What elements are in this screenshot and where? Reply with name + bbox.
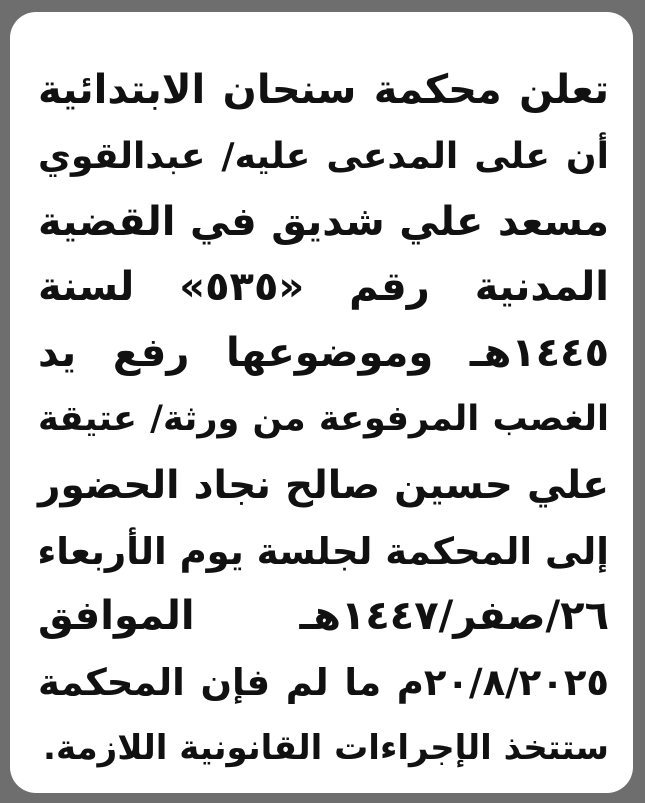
notice-line: ٢٦/صفر/١٤٤٧هـ الموافق [38,593,609,640]
notice-line: مسعد علي شديق في القضية [38,198,609,245]
notice-line: تعلن محكمة سنحان الابتدائية [38,67,609,113]
notice-line: الغصب المرفوعة من ورثة/ عتيقة [38,398,609,439]
notice-line: أن على المدعى عليه/ عبدالقوي [38,135,609,177]
notice-line: علي حسين صالح نجاد الحضور [38,462,609,508]
notice-line: المدنية رقم «٥٣٥» لسنة [38,264,609,311]
notice-line: ستتخذ الإجراءات القانونية اللازمة. [43,727,609,768]
notice-line: إلى المحكمة لجلسة يوم الأربعاء [37,529,609,573]
notice-text [38,58,609,782]
notice-line: ١٤٤٥هـ وموضوعها رفع يد [38,330,609,377]
notice-line: ٢٠/٨/٢٠٢٥م ما لم فإن المحكمة [38,661,609,705]
notice-card [10,12,633,793]
